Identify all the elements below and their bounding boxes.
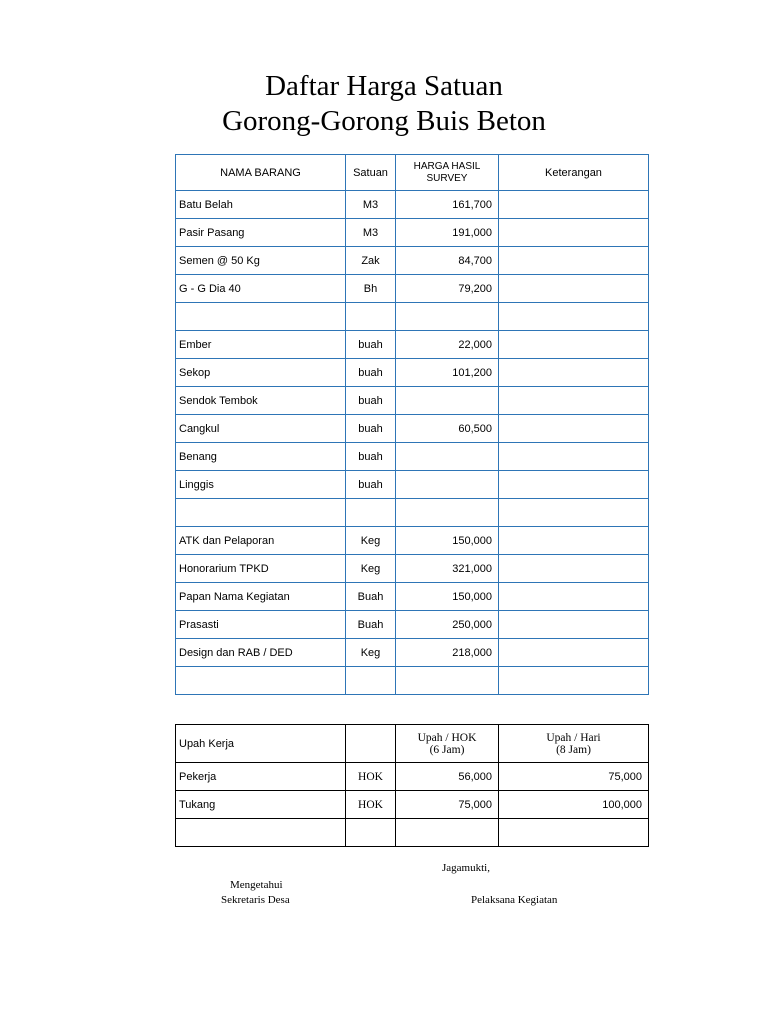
item-unit-cell: M3 xyxy=(346,191,396,219)
item-price-cell xyxy=(396,667,499,695)
table-row xyxy=(176,247,649,275)
table-row xyxy=(176,471,649,499)
item-name-cell: Cangkul xyxy=(176,415,346,443)
item-note-cell xyxy=(499,191,649,219)
header-harga-line-2: SURVEY xyxy=(426,172,468,184)
table-row xyxy=(176,331,649,359)
wage-role-cell: Tukang xyxy=(176,791,346,819)
header-keterangan: Keterangan xyxy=(499,155,649,191)
item-name-cell: Semen @ 50 Kg xyxy=(176,247,346,275)
item-price-cell xyxy=(396,443,499,471)
item-unit-cell: Keg xyxy=(346,555,396,583)
signature-place-date: Jagamukti, xyxy=(442,862,490,874)
wage-hok-cell xyxy=(396,819,499,847)
item-unit-cell: Buah xyxy=(346,583,396,611)
item-price-cell: 84,700 xyxy=(396,247,499,275)
item-note-cell xyxy=(499,359,649,387)
item-price-cell: 321,000 xyxy=(396,555,499,583)
item-name-cell: Benang xyxy=(176,443,346,471)
header-upah-hari-line-2: (8 Jam) xyxy=(556,743,591,756)
item-price-cell: 191,000 xyxy=(396,219,499,247)
wage-unit-cell: HOK xyxy=(346,791,396,819)
item-unit-cell: buah xyxy=(346,415,396,443)
table-row xyxy=(176,275,649,303)
table-row xyxy=(176,791,649,819)
item-note-cell xyxy=(499,527,649,555)
header-upah-hok-line-1: Upah / HOK xyxy=(417,731,477,744)
item-name-cell: Prasasti xyxy=(176,611,346,639)
wage-unit-cell xyxy=(346,819,396,847)
header-upah-hari xyxy=(499,725,649,763)
header-harga-hasil-survey xyxy=(396,155,499,191)
item-note-cell xyxy=(499,639,649,667)
item-name-cell xyxy=(176,667,346,695)
item-note-cell xyxy=(499,415,649,443)
wage-role-cell xyxy=(176,819,346,847)
item-note-cell xyxy=(499,471,649,499)
table-row xyxy=(176,303,649,331)
item-name-cell: Ember xyxy=(176,331,346,359)
item-note-cell xyxy=(499,583,649,611)
item-unit-cell: M3 xyxy=(346,219,396,247)
table-row xyxy=(176,387,649,415)
item-price-cell: 22,000 xyxy=(396,331,499,359)
item-name-cell: Sekop xyxy=(176,359,346,387)
item-note-cell xyxy=(499,303,649,331)
item-name-cell: Linggis xyxy=(176,471,346,499)
table-row xyxy=(176,763,649,791)
table-row xyxy=(176,555,649,583)
signature-sekretaris-desa: Sekretaris Desa xyxy=(221,894,290,906)
item-note-cell xyxy=(499,499,649,527)
item-price-cell xyxy=(396,387,499,415)
item-name-cell: Honorarium TPKD xyxy=(176,555,346,583)
item-price-cell: 150,000 xyxy=(396,583,499,611)
document-title-line-2: Gorong-Gorong Buis Beton xyxy=(222,105,546,137)
item-name-cell: Pasir Pasang xyxy=(176,219,346,247)
price-table xyxy=(175,154,649,695)
item-price-cell: 218,000 xyxy=(396,639,499,667)
wage-table xyxy=(175,724,649,847)
wage-day-cell xyxy=(499,819,649,847)
item-note-cell xyxy=(499,219,649,247)
table-row xyxy=(176,415,649,443)
header-upah-kerja: Upah Kerja xyxy=(176,725,346,763)
item-note-cell xyxy=(499,443,649,471)
header-wage-satuan xyxy=(346,725,396,763)
item-unit-cell: buah xyxy=(346,387,396,415)
table-row xyxy=(176,583,649,611)
item-name-cell: Batu Belah xyxy=(176,191,346,219)
item-note-cell xyxy=(499,667,649,695)
wage-hok-cell: 75,000 xyxy=(396,791,499,819)
item-note-cell xyxy=(499,555,649,583)
header-upah-hok xyxy=(396,725,499,763)
header-nama-barang: NAMA BARANG xyxy=(176,155,346,191)
item-name-cell: ATK dan Pelaporan xyxy=(176,527,346,555)
price-table-header-row xyxy=(176,155,649,191)
item-price-cell: 161,700 xyxy=(396,191,499,219)
item-unit-cell: buah xyxy=(346,331,396,359)
wage-hok-cell: 56,000 xyxy=(396,763,499,791)
table-row xyxy=(176,667,649,695)
item-name-cell: Papan Nama Kegiatan xyxy=(176,583,346,611)
wage-unit-cell: HOK xyxy=(346,763,396,791)
table-row xyxy=(176,191,649,219)
item-note-cell xyxy=(499,387,649,415)
item-unit-cell xyxy=(346,667,396,695)
table-row xyxy=(176,611,649,639)
table-row xyxy=(176,443,649,471)
table-row xyxy=(176,499,649,527)
wage-day-cell: 75,000 xyxy=(499,763,649,791)
table-row xyxy=(176,359,649,387)
header-harga-line-1: HARGA HASIL xyxy=(413,160,481,172)
header-upah-hari-line-1: Upah / Hari xyxy=(546,731,601,744)
item-unit-cell: buah xyxy=(346,471,396,499)
table-row xyxy=(176,819,649,847)
item-price-cell xyxy=(396,499,499,527)
header-satuan: Satuan xyxy=(346,155,396,191)
item-unit-cell: Buah xyxy=(346,611,396,639)
item-unit-cell: buah xyxy=(346,443,396,471)
item-note-cell xyxy=(499,331,649,359)
item-note-cell xyxy=(499,247,649,275)
item-unit-cell: Bh xyxy=(346,275,396,303)
item-unit-cell: buah xyxy=(346,359,396,387)
signature-pelaksana-kegiatan: Pelaksana Kegiatan xyxy=(471,894,558,906)
item-name-cell xyxy=(176,499,346,527)
item-note-cell xyxy=(499,611,649,639)
item-price-cell: 101,200 xyxy=(396,359,499,387)
item-unit-cell: Keg xyxy=(346,639,396,667)
item-price-cell: 250,000 xyxy=(396,611,499,639)
table-row xyxy=(176,639,649,667)
signature-mengetahui: Mengetahui xyxy=(230,879,283,891)
wage-table-header-row xyxy=(176,725,649,763)
item-price-cell: 60,500 xyxy=(396,415,499,443)
item-unit-cell: Zak xyxy=(346,247,396,275)
table-row xyxy=(176,527,649,555)
item-unit-cell: Keg xyxy=(346,527,396,555)
item-unit-cell xyxy=(346,303,396,331)
wage-day-cell: 100,000 xyxy=(499,791,649,819)
item-note-cell xyxy=(499,275,649,303)
table-row xyxy=(176,219,649,247)
document-title-line-1: Daftar Harga Satuan xyxy=(265,70,503,102)
item-name-cell: Design dan RAB / DED xyxy=(176,639,346,667)
header-upah-hok-line-2: (6 Jam) xyxy=(429,743,465,756)
item-price-cell: 150,000 xyxy=(396,527,499,555)
item-unit-cell xyxy=(346,499,396,527)
item-price-cell xyxy=(396,303,499,331)
item-price-cell xyxy=(396,471,499,499)
item-name-cell: Sendok Tembok xyxy=(176,387,346,415)
item-price-cell: 79,200 xyxy=(396,275,499,303)
wage-role-cell: Pekerja xyxy=(176,763,346,791)
item-name-cell: G - G Dia 40 xyxy=(176,275,346,303)
item-name-cell xyxy=(176,303,346,331)
